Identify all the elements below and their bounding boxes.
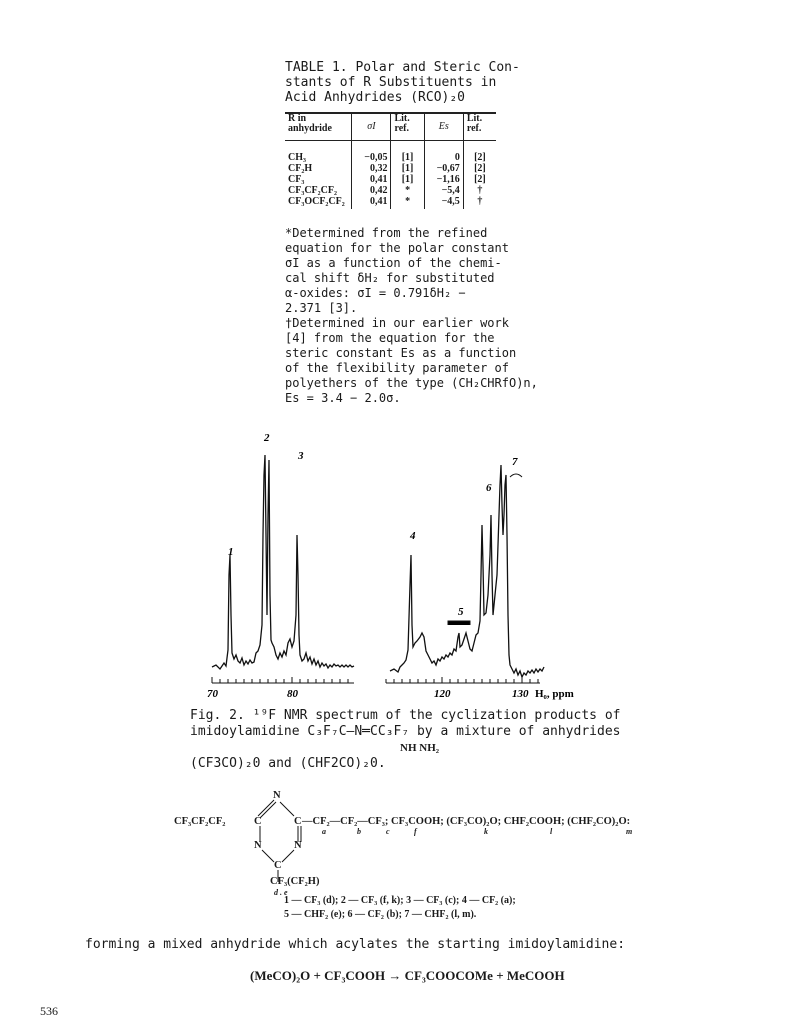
ring-atom-c-bottom: C [274, 860, 282, 871]
cell-ref2: † [463, 185, 496, 196]
spectrum-right-trace [390, 465, 544, 677]
cell-sigma: 0,32 [352, 163, 391, 174]
cell-sigma: 0,41 [352, 196, 391, 209]
tick-label-120: 120 [434, 688, 451, 700]
figure-caption [190, 708, 660, 772]
footnote-line: cal shift δH₂ for substituted [285, 271, 495, 285]
tick-label-80: 80 [287, 688, 298, 700]
table-row [285, 163, 496, 174]
sub-label-c: c [386, 827, 390, 836]
x-axis-left [212, 677, 354, 683]
sub-label-k: k [484, 827, 488, 836]
cell-r: CF₃OCF₂CF₂ [288, 196, 345, 207]
cell-ref2: [2] [463, 141, 496, 164]
cell-ref2: [2] [463, 163, 496, 174]
table-caption-line: Acid Anhydrides (RCO)₂0 [285, 90, 466, 105]
cell-ref1: * [391, 196, 424, 209]
table-row [285, 174, 496, 185]
footnote-line: [4] from the equation for the [285, 331, 495, 345]
cell-ref1: * [391, 185, 424, 196]
footnote-line: Es = 3.4 − 2.0σ. [285, 391, 401, 405]
cell-r: CH₃ [288, 152, 306, 163]
figure-caption-line: (CF3CO)₂0 and (CHF2CO)₂0. [190, 756, 386, 771]
tick-label-130: 130 [512, 688, 529, 700]
x-axis-right [386, 677, 540, 683]
figure-caption-line: Fig. 2. ¹⁹F NMR spectrum of the cyclization products of [190, 708, 621, 723]
chemical-structure [170, 790, 640, 930]
footnote-line: 2.371 [3]. [285, 301, 358, 315]
figure-caption-line: NH NH₂ [400, 742, 440, 754]
peak-label-5: 5 [458, 606, 464, 618]
bottom-sub-labels: d . e [274, 888, 288, 897]
footnote-line: *Determined from the refined [285, 226, 488, 240]
cell-ref1: [1] [391, 174, 424, 185]
footnote-line: of the flexibility parameter of [285, 361, 509, 375]
reaction-equation: (MeCO)₂O + CF₃COOH → CF₃COOCOMe + MeCOOH [250, 968, 565, 983]
peak-label-3: 3 [298, 450, 304, 462]
cell-es: −4,5 [424, 196, 463, 209]
cell-r: CF₃CF₂CF₂ [288, 185, 337, 196]
peak-label-1: 1 [228, 546, 234, 558]
assignment-line-2: 5 — CHF₂ (e); 6 — CF₂ (b); 7 — CHF₂ (l, m). [284, 909, 477, 920]
header-lit-ref-1: Lit. ref. [391, 113, 424, 141]
ring-atom-n-top: N [273, 790, 281, 801]
page-number: 536 [40, 1004, 58, 1018]
bottom-group: CF₃(CF₂H) [270, 876, 320, 887]
header-es: Es [424, 113, 463, 141]
cell-ref1: [1] [391, 141, 424, 164]
constants-table [285, 112, 496, 209]
footnote-line: equation for the polar constant [285, 241, 509, 255]
footnote-line: †Determined in our earlier work [285, 316, 509, 330]
footnote-line: steric constant Es as a function [285, 346, 517, 360]
table-row [285, 141, 496, 164]
ring-atom-n-right: N [294, 840, 302, 851]
cell-es: −5,4 [424, 185, 463, 196]
sub-label-f: f [414, 827, 417, 836]
sub-label-m: m [626, 827, 633, 836]
peak-7-bracket [510, 474, 522, 477]
sub-label-l: l [550, 827, 553, 836]
tick-label-70: 70 [207, 688, 218, 700]
header-lit-ref-2: Lit. ref. [463, 113, 496, 141]
header-sigma: σI [352, 113, 391, 141]
cell-es: −0,67 [424, 163, 463, 174]
body-text: forming a mixed anhydride which acylates the starting imidoylamidine: [85, 937, 626, 952]
peak-label-7: 7 [512, 456, 518, 468]
left-chain: CF₃CF₂CF₂ [174, 816, 226, 827]
sub-label-a: a [322, 827, 326, 836]
spectrum-trace-right [390, 465, 544, 677]
cell-es: −1,16 [424, 174, 463, 185]
table-caption-line: stants of R Substituents in [285, 75, 497, 90]
axis-unit-label: H₀, ppm [535, 688, 574, 700]
peak-5-bracket [448, 621, 470, 625]
cell-es: 0 [424, 141, 463, 164]
table-row [285, 196, 496, 209]
cell-r: CF₃ [288, 174, 305, 185]
spectrum-trace-left [212, 455, 354, 669]
peak-label-2: 2 [264, 432, 270, 444]
peak-label-6: 6 [486, 482, 492, 494]
cell-ref1: [1] [391, 163, 424, 174]
sub-label-b: b [357, 827, 361, 836]
footnote-line: polyethers of the type (CH₂CHRfO)n, [285, 376, 538, 390]
cell-sigma: −0,05 [352, 141, 391, 164]
ring-atom-c-right: C [294, 816, 302, 827]
header-r: R in anhydride [285, 113, 352, 141]
table-row [285, 185, 496, 196]
ring-atom-c-left: C [254, 816, 262, 827]
right-chain: —CF₂—CF₂—CF₃; CF₃COOH; (CF₃CO)₂O; CHF₂COOH; (CHF₂CO)₂O: [302, 816, 631, 827]
footnote-line: σI as a function of the chemi- [285, 256, 502, 270]
ring-atom-n-left: N [254, 840, 262, 851]
figure-caption-line: imidoylamidine C₃F₇C—N═CC₃F₇ by a mixture of anhydrides [190, 724, 621, 739]
nmr-spectrum-figure [190, 415, 610, 705]
peak-label-4: 4 [410, 530, 416, 542]
cell-sigma: 0,42 [352, 185, 391, 196]
table-caption-line: TABLE 1. Polar and Steric Con- [285, 60, 520, 75]
cell-ref2: † [463, 196, 496, 209]
assignment-line-1: 1 — CF₃ (d); 2 — CF₃ (f, k); 3 — CF₃ (c); 4 — CF₂ (a); [284, 895, 516, 906]
cell-ref2: [2] [463, 174, 496, 185]
footnote-line: α-oxides: σI = 0.791δH₂ − [285, 286, 466, 300]
table-caption [285, 60, 535, 105]
spectrum-left-trace [212, 455, 354, 669]
cell-sigma: 0,41 [352, 174, 391, 185]
table-footnotes [285, 226, 538, 406]
cell-r: CF₂H [288, 163, 313, 174]
